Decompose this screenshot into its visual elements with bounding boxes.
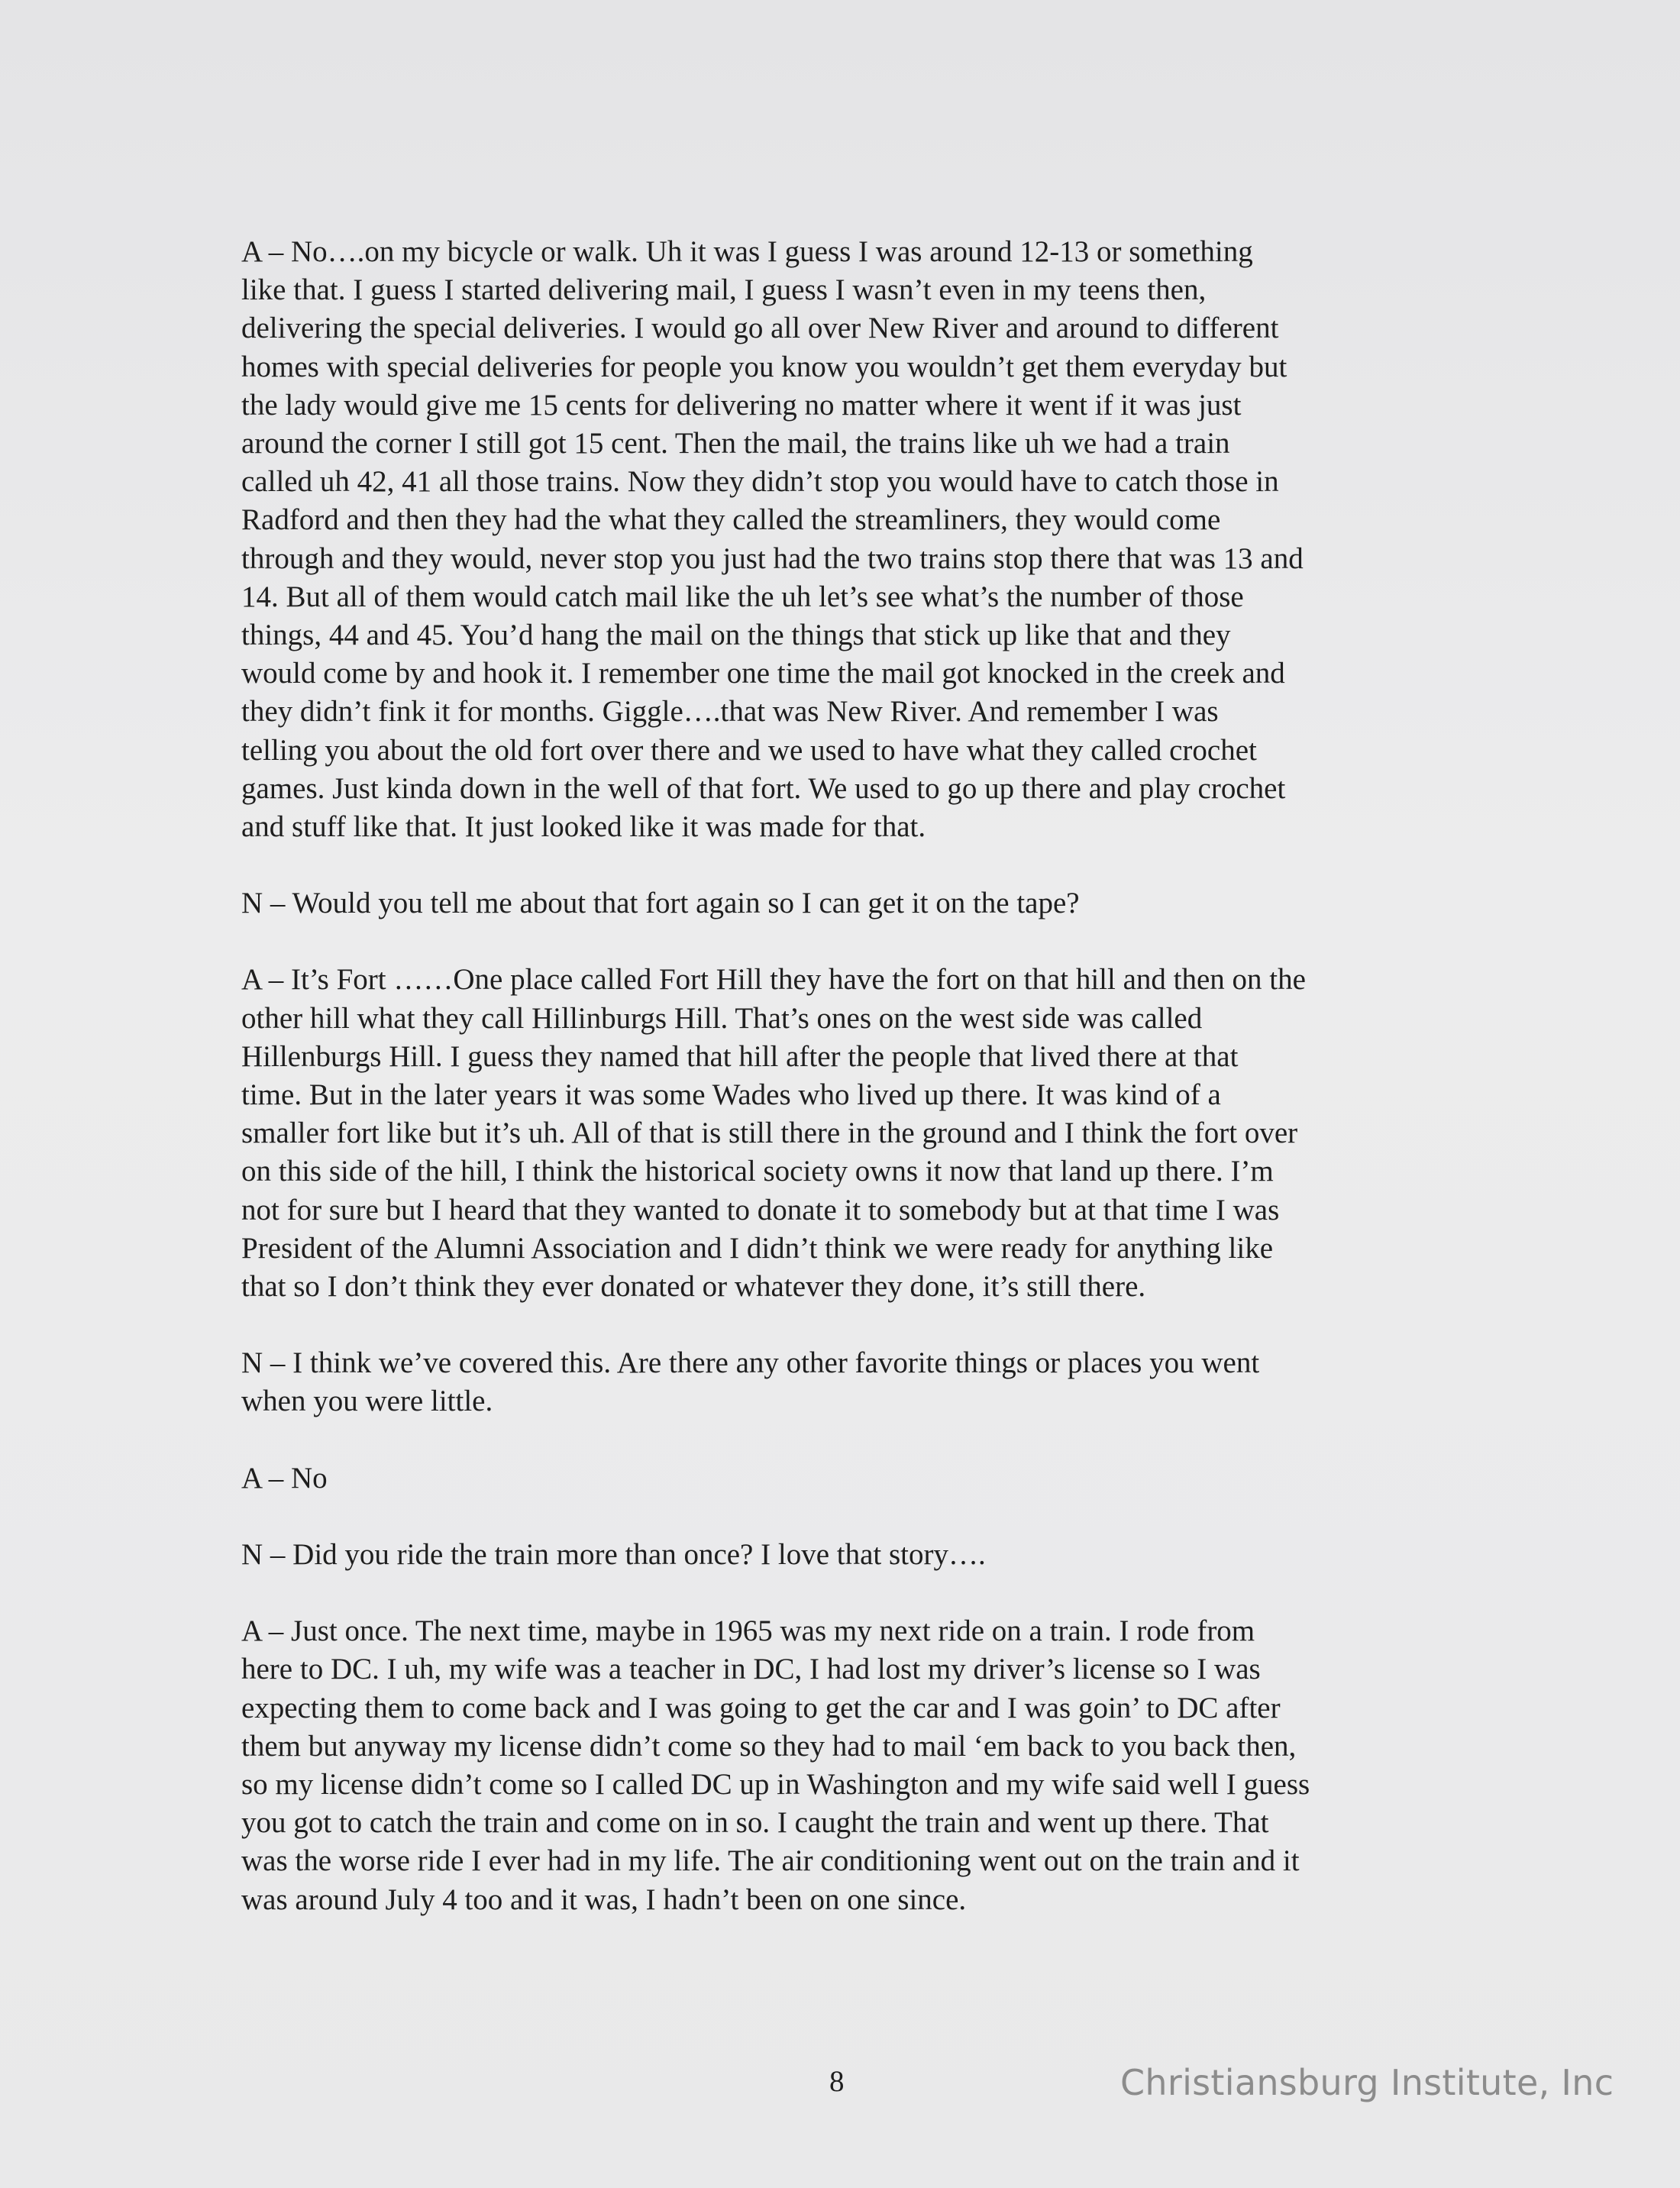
text-line: delivering the special deliveries. I would go all over New River and around to different xyxy=(241,312,1279,345)
text-line: homes with special deliveries for people you know you wouldn’t get them everyday but xyxy=(241,350,1287,383)
text-line: not for sure but I heard that they wanted to donate it to somebody but at that time I was xyxy=(241,1193,1280,1227)
text-line: N – Would you tell me about that fort again so I can get it on the tape? xyxy=(241,887,1080,920)
paragraph-question-fort xyxy=(241,884,1448,923)
text-line: through and they would, never stop you just had the two trains stop there that was 13 and xyxy=(241,541,1304,575)
text-line: that so I don’t think they ever donated or whatever they done, it’s still there. xyxy=(241,1270,1146,1304)
paragraph-answer-mail-delivery xyxy=(241,233,1448,846)
text-line: expecting them to come back and I was going to get the car and I was goin’ to DC after xyxy=(241,1691,1281,1724)
text-line: you got to catch the train and come on in so. I caught the train and went up there. That xyxy=(241,1806,1269,1840)
text-line: them but anyway my license didn’t come so they had to mail ‘em back to you back then, xyxy=(241,1729,1297,1763)
text-line: was the worse ride I ever had in my life. The air conditioning went out on the train and it xyxy=(241,1844,1300,1878)
text-line: President of the Alumni Association and I didn’t think we were ready for anything like xyxy=(241,1231,1274,1265)
text-line: time. But in the later years it was some Wades who lived up there. It was kind of a xyxy=(241,1078,1221,1112)
text-line: was around July 4 too and it was, I hadn’t been on one since. xyxy=(241,1883,967,1916)
paragraph-question-train xyxy=(241,1536,1448,1574)
text-line: things, 44 and 45. You’d hang the mail on the things that stick up like that and they xyxy=(241,619,1231,652)
text-line: Radford and then they had the what they called the streamliners, they would come xyxy=(241,503,1221,537)
text-line: when you were little. xyxy=(241,1385,493,1418)
text-line: on this side of the hill, I think the historical society owns it now that land up there. I’m xyxy=(241,1155,1274,1188)
text-line: called uh 42, 41 all those trains. Now they didn’t stop you would have to catch those in xyxy=(241,465,1279,499)
paragraph-answer-no xyxy=(241,1459,1448,1498)
text-line: the lady would give me 15 cents for delivering no matter where it went if it was just xyxy=(241,388,1242,422)
text-line: N – Did you ride the train more than once? I love that story…. xyxy=(241,1537,986,1571)
text-line: telling you about the old fort over there and we used to have what they called crochet xyxy=(241,733,1257,767)
text-line: around the corner I still got 15 cent. Then the mail, the trains like uh we had a train xyxy=(241,427,1230,461)
text-line: Hillenburgs Hill. I guess they named that hill after the people that lived there at that xyxy=(241,1039,1239,1073)
page-number: 8 xyxy=(829,2065,845,2098)
text-line: 14. But all of them would catch mail like the uh let’s see what’s the number of those xyxy=(241,580,1244,613)
text-line: smaller fort like but it’s uh. All of that is still there in the ground and I think the fort over xyxy=(241,1117,1298,1150)
text-line: would come by and hook it. I remember one time the mail got knocked in the creek and xyxy=(241,657,1285,690)
paragraph-question-favorite-places xyxy=(241,1344,1448,1420)
watermark: Christiansburg Institute, Inc xyxy=(1120,2062,1614,2103)
text-line: other hill what they call Hillinburgs Hill. That’s ones on the west side was called xyxy=(241,1001,1203,1035)
interview-transcript xyxy=(241,233,1448,1957)
text-line: games. Just kinda down in the well of that fort. We used to go up there and play crochet xyxy=(241,771,1286,805)
text-line: they didn’t fink it for months. Giggle….that was New River. And remember I was xyxy=(241,695,1219,729)
text-line: so my license didn’t come so I called DC up in Washington and my wife said well I guess xyxy=(241,1767,1310,1801)
text-line: like that. I guess I started delivering mail, I guess I wasn’t even in my teens then, xyxy=(241,273,1207,307)
text-line: A – Just once. The next time, maybe in 1965 was my next ride on a train. I rode from xyxy=(241,1614,1255,1648)
text-line: A – No xyxy=(241,1461,328,1495)
paragraph-answer-train-ride xyxy=(241,1612,1448,1919)
text-line: N – I think we’ve covered this. Are there any other favorite things or places you went xyxy=(241,1346,1260,1380)
text-line: here to DC. I uh, my wife was a teacher in DC, I had lost my driver’s license so I was xyxy=(241,1653,1261,1686)
text-line: A – It’s Fort ……One place called Fort Hill they have the fort on that hill and then on the xyxy=(241,963,1306,997)
text-line: and stuff like that. It just looked like it was made for that. xyxy=(241,810,926,844)
text-line: A – No….on my bicycle or walk. Uh it was I guess I was around 12-13 or something xyxy=(241,235,1253,268)
paragraph-answer-fort-hill xyxy=(241,961,1448,1306)
